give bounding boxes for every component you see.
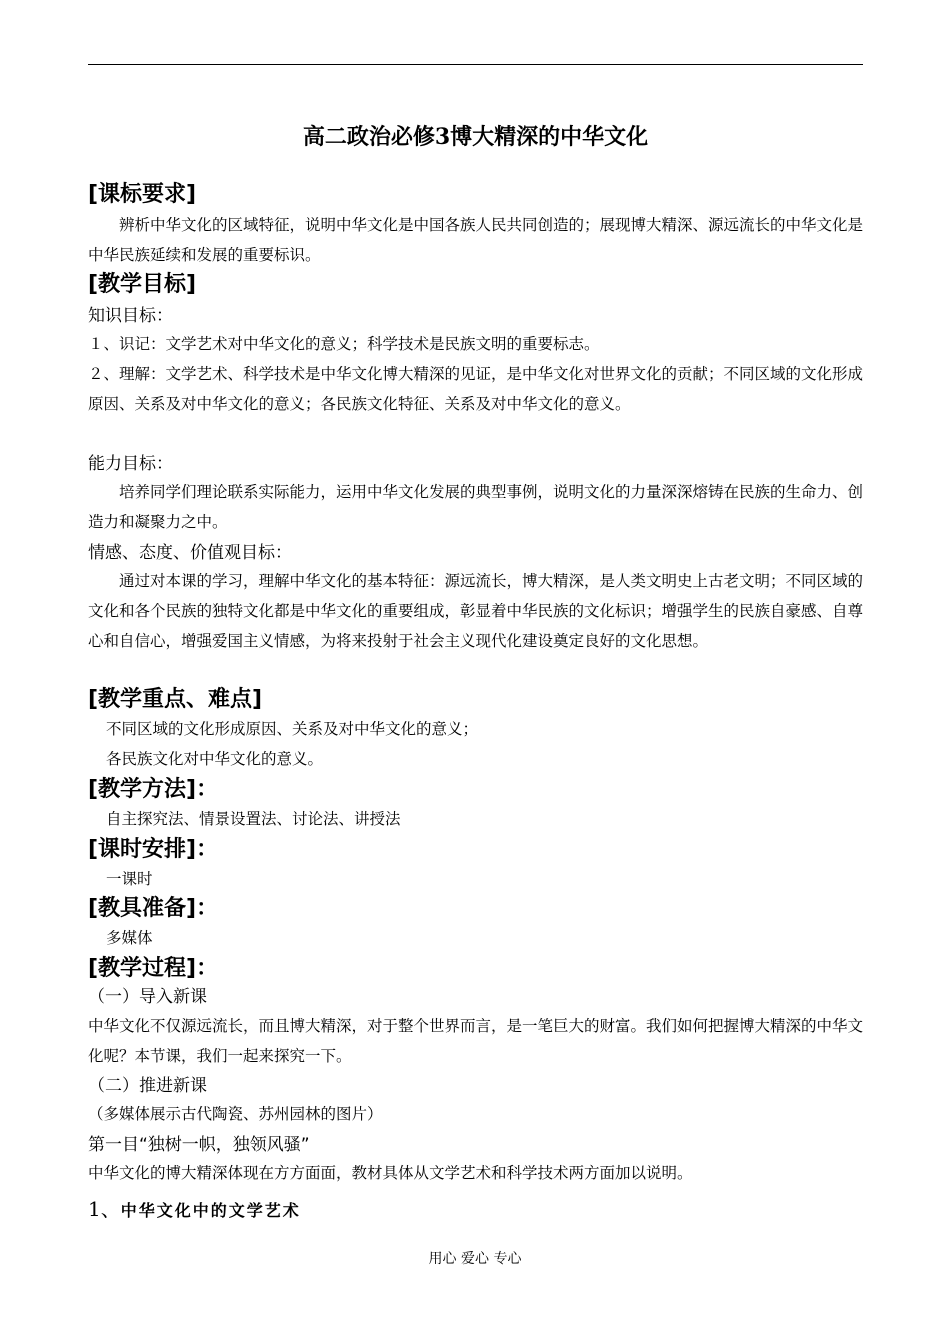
section-1-heading [88,1193,301,1222]
qinggan-text: 通过对本课的学习，理解中华文化的基本特征：源远流长，博大精深，是人类文明史上古老文明；不同区域的文化和各个民族的独特文化都是中华文化的重要组成，彰显着中华民族的文化标识；增强学生的民族自豪感、自尊心和自信心，增强爱国主义情感，为将来投射于社会主义现代化建设奠定良好的文化思想。 [88,572,864,650]
label-nengli: 能力目标： [88,454,173,474]
heading-fangfa: [教学方法]： [88,777,219,802]
kebiao-text: 辨析中华文化的区域特征，说明中华文化是中国各族人民共同创造的；展现博大精深、源远流长的中华文化是中华民族延续和发展的重要标识。 [88,216,864,264]
heading-zhongdian: [教学重点、难点] [88,687,263,712]
part1-text: 中华文化不仅源远流长，而且博大精深，对于整个世界而言，是一笔巨大的财富。我们如何把握博大精深的中华文化呢？本节课，我们一起来探究一下。 [88,1017,864,1065]
zhongdian-line-2: 各民族文化对中华文化的意义。 [106,750,324,768]
nengli-text: 培养同学们理论联系实际能力，运用中华文化发展的典型事例，说明文化的力量深深熔铸在民族的生命力、创造力和凝聚力之中。 [88,483,864,531]
heading-mubiao: [教学目标] [88,272,197,297]
section-1-number: 1、 [88,1197,121,1221]
section-1-title: 中华文化中的文学艺术 [120,1201,301,1220]
heading-guocheng: [教学过程]： [88,956,219,981]
keshi-text: 一课时 [106,870,153,888]
zhishi-item-2: ２、理解：文学艺术、科学技术是中华文化博大精深的见证，是中华文化对世界文化的贡献；不同区域的文化形成原因、关系及对中华文化的意义；各民族文化特征、关系及对中华文化的意义。 [88,365,864,413]
fangfa-text: 自主探究法、情景设置法、讨论法、讲授法 [106,810,401,828]
heading-keshi: [课时安排]： [88,837,219,862]
heading-kebiao: [课标要求] [88,182,197,207]
heading-jiaoju: [教具准备]： [88,896,219,921]
mu1-text: 中华文化的博大精深体现在方方面面，教材具体从文学艺术和科学技术两方面加以说明。 [88,1164,693,1182]
label-part2: （二）推进新课 [88,1076,207,1096]
part2-note: （多媒体展示古代陶瓷、苏州园林的图片） [88,1105,383,1123]
zhishi-item-1: １、识记：文学艺术对中华文化的意义；科学技术是民族文明的重要标志。 [88,335,600,353]
label-mu1: 第一目“独树一帜，独领风骚” [88,1135,310,1155]
zhongdian-line-1: 不同区域的文化形成原因、关系及对中华文化的意义； [106,720,479,738]
label-qinggan: 情感、态度、价值观目标： [88,543,292,563]
label-part1: （一）导入新课 [88,987,207,1007]
label-zhishi: 知识目标： [88,306,173,326]
jiaoju-text: 多媒体 [106,929,153,947]
page-footer: 用心 爱心 专心 [428,1251,522,1267]
header-rule [88,64,863,65]
page-title: 高二政治必修3博大精深的中华文化 [302,124,649,150]
